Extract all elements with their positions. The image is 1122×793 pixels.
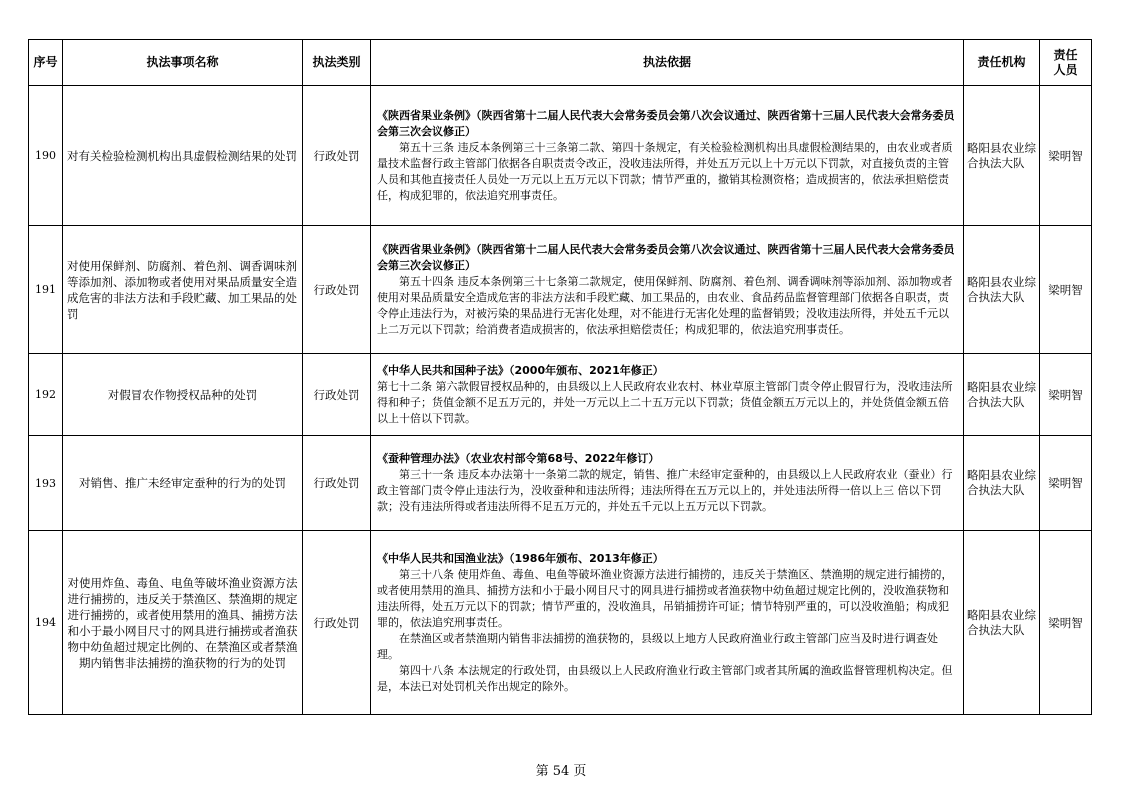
responsible-org: 略阳县农业综合执法大队: [964, 86, 1040, 226]
responsible-org: 略阳县农业综合执法大队: [964, 531, 1040, 715]
responsible-person: 梁明智: [1040, 86, 1092, 226]
item-name: 对使用保鲜剂、防腐剂、着色剂、调香调味剂等添加剂、添加物或者使用对果品质量安全造成危害的非法方法和手段贮藏、加工果品的处罚: [63, 226, 303, 354]
header-basis: 执法依据: [371, 40, 964, 86]
law-title: 《中华人民共和国种子法》（2000年颁布、2021年修正）: [377, 363, 664, 377]
responsible-org: 略阳县农业综合执法大队: [964, 354, 1040, 436]
row-number: 191: [29, 226, 63, 354]
header-name: 执法事项名称: [63, 40, 303, 86]
item-name: 对有关检验检测机构出具虚假检测结果的处罚: [63, 86, 303, 226]
row-number: 190: [29, 86, 63, 226]
legal-basis: [371, 436, 964, 531]
enforcement-type: 行政处罚: [303, 354, 371, 436]
responsible-org: 略阳县农业综合执法大队: [964, 226, 1040, 354]
law-clause: 第三十八条 使用炸鱼、毒鱼、电鱼等破坏渔业资源方法进行捕捞的，违反关于禁渔区、禁渔期的规定进行捕捞的，或者使用禁用的渔具、捕捞方法和小于最小网目尺寸的网具进行捕捞或者渔获物中幼鱼超过规定比例的，没收渔获物和违法所得，处五万元以下的罚款；情节严重的，没收渔具，吊销捕捞许可证；情节特别严重的，可以没收渔船；构成犯罪的，依法追究刑事责任。: [377, 567, 953, 629]
table-row: [29, 531, 1092, 715]
legal-basis: [371, 86, 964, 226]
enforcement-type: 行政处罚: [303, 86, 371, 226]
header-row: [29, 40, 1092, 86]
responsible-person: 梁明智: [1040, 226, 1092, 354]
row-number: 193: [29, 436, 63, 531]
table-row: [29, 226, 1092, 354]
law-clause: 第五十三条 违反本条例第三十三条第二款、第四十条规定，有关检验检测机构出具虚假检测结果的，由农业或者质量技术监督行政主管部门依据各自职责责令改正，没收违法所得，并处五万元以上十万元以下罚款，对直接负责的主管人员和其他直接责任人员处一万元以上五万元以下罚款；情节严重的，撤销其检测资格；造成损害的，依法承担赔偿责任，构成犯罪的，依法追究刑事责任。: [377, 140, 953, 202]
header-type: 执法类别: [303, 40, 371, 86]
row-number: 192: [29, 354, 63, 436]
enforcement-type: 行政处罚: [303, 226, 371, 354]
legal-basis: [371, 226, 964, 354]
table-row: [29, 86, 1092, 226]
table-row: [29, 354, 1092, 436]
responsible-org: 略阳县农业综合执法大队: [964, 436, 1040, 531]
law-clause: 第四十八条 本法规定的行政处罚，由县级以上人民政府渔业行政主管部门或者其所属的渔政监督管理机构决定。但是，本法已对处罚机关作出规定的除外。: [377, 663, 953, 693]
item-name: 对销售、推广未经审定蚕种的行为的处罚: [63, 436, 303, 531]
enforcement-type: 行政处罚: [303, 436, 371, 531]
responsible-person: 梁明智: [1040, 354, 1092, 436]
law-clause: 第七十二条 第六款假冒授权品种的，由县级以上人民政府农业农村、林业草原主管部门责令停止假冒行为，没收违法所得和种子；货值金额不足五万元的，并处一万元以上二十五万元以下罚款；货值金额五万元以上的，并处货值金额五倍以上十倍以下罚款。: [377, 379, 953, 425]
responsible-person: 梁明智: [1040, 436, 1092, 531]
law-title: 《陕西省果业条例》（陕西省第十二届人民代表大会常务委员会第八次会议通过、陕西省第十三届人民代表大会常务委员会第三次会议修正）: [377, 108, 955, 138]
law-clause: 第五十四条 违反本条例第三十七条第二款规定，使用保鲜剂、防腐剂、着色剂、调香调味剂等添加剂、添加物或者使用对果品质量安全造成危害的非法方法和手段贮藏、加工果品的，由农业、食品药品监督管理部门依据各自职责，责令停止违法行为，对被污染的果品进行无害化处理，对不能进行无害化处理的监督销毁；没收违法所得，并处五千元以上二万元以下罚款；给消费者造成损害的，依法承担赔偿责任；构成犯罪的，依法追究刑事责任。: [377, 274, 953, 336]
legal-basis: [371, 531, 964, 715]
table-row: [29, 436, 1092, 531]
legal-basis: [371, 354, 964, 436]
responsible-person: 梁明智: [1040, 531, 1092, 715]
item-name: 对假冒农作物授权品种的处罚: [63, 354, 303, 436]
item-name: 对使用炸鱼、毒鱼、电鱼等破坏渔业资源方法进行捕捞的，违反关于禁渔区、禁渔期的规定进行捕捞的，或者使用禁用的渔具、捕捞方法和小于最小网目尺寸的网具进行捕捞或者渔获物中幼鱼超过规定比例的、在禁渔区或者禁渔期内销售非法捕捞的渔获物的行为的处罚: [63, 531, 303, 715]
law-clause: 第三十一条 违反本办法第十一条第二款的规定，销售、推广未经审定蚕种的，由县级以上人民政府农业（蚕业）行政主管部门责令停止违法行为，没收蚕种和违法所得；违法所得在五万元以上的，并处违法所得一倍以上三 倍以下罚款；没有违法所得或者违法所得不足五万元的，并处五千元以上五万元以下罚款。: [377, 468, 953, 513]
law-title: 《陕西省果业条例》（陕西省第十二届人民代表大会常务委员会第八次会议通过、陕西省第十三届人民代表大会常务委员会第三次会议修正）: [377, 242, 955, 272]
header-no: 序号: [29, 40, 63, 86]
row-number: 194: [29, 531, 63, 715]
header-org: 责任机构: [964, 40, 1040, 86]
law-clause: 在禁渔区或者禁渔期内销售非法捕捞的渔获物的，县级以上地方人民政府渔业行政主管部门应当及时进行调查处理。: [377, 631, 938, 661]
enforcement-table: [28, 39, 1092, 715]
header-person: 责任人员: [1040, 40, 1092, 86]
enforcement-type: 行政处罚: [303, 531, 371, 715]
page-number: 第 54 页: [535, 764, 587, 779]
law-title: 《蚕种管理办法》（农业农村部令第68号、2022年修订）: [377, 452, 660, 465]
law-title: 《中华人民共和国渔业法》（1986年颁布、2013年修正）: [377, 551, 664, 565]
